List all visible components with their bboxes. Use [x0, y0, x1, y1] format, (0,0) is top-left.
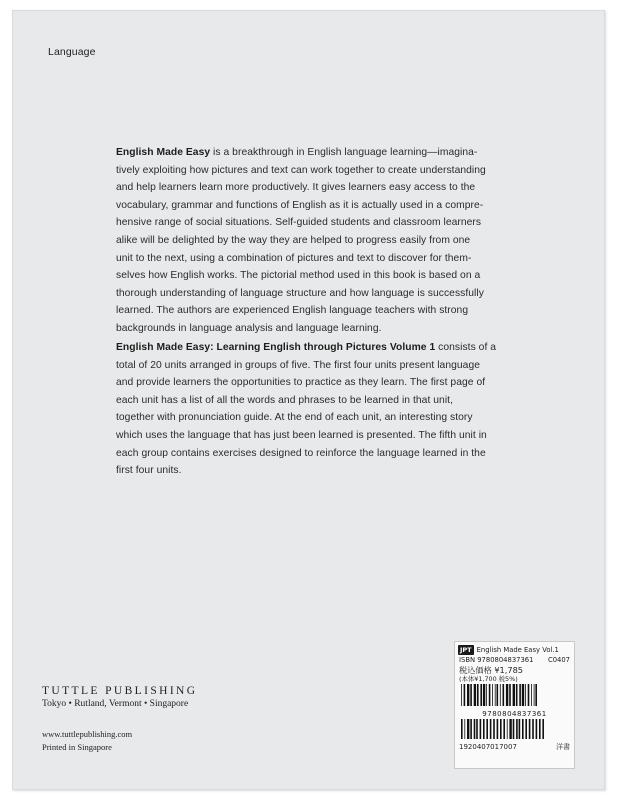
barcode-price-number: 1920407017007 — [459, 743, 517, 751]
paragraph-line: hensive range of social situations. Self-guided students and classroom learners — [116, 217, 482, 229]
barcode-bar — [532, 719, 534, 739]
barcode-bar — [495, 684, 496, 706]
barcode-bar — [535, 684, 537, 706]
barcode-bar — [477, 684, 479, 706]
barcode-bar — [490, 719, 492, 739]
barcode-bar — [480, 684, 482, 706]
barcode-bar — [516, 719, 518, 739]
barcode-bar — [486, 684, 487, 706]
classification-code: C0407 — [547, 656, 570, 664]
barcode-bar — [503, 684, 505, 706]
barcode-bar — [461, 719, 463, 739]
barcode-bar — [539, 719, 541, 739]
sticker-title: English Made Easy Vol.1 — [476, 645, 559, 654]
barcode-bar — [528, 684, 530, 706]
barcode-bar — [483, 684, 485, 706]
paragraph-line: total of 20 units arranged in groups of five. The first four units present language — [116, 359, 480, 371]
paragraph-line: is a breakthrough in English language learning—imagina- — [210, 147, 478, 158]
barcode-isbn-number: 9780804837361 — [482, 710, 547, 718]
paragraph-line: together with pronunciation guide. At the end of each unit, an interesting story — [116, 412, 473, 424]
printed-in: Printed in Singapore — [42, 742, 112, 752]
barcode-bar — [486, 719, 488, 739]
publisher-name: TUTTLE PUBLISHING — [42, 685, 198, 697]
book-title-bold: English Made Easy — [116, 147, 211, 158]
publisher-url: www.tuttlepublishing.com — [42, 729, 133, 739]
barcode-bar — [483, 719, 485, 739]
barcode-bar — [525, 684, 526, 706]
paragraph-line: tively exploiting how pictures and text can work together to create understanding — [116, 164, 486, 176]
publisher-block — [42, 685, 197, 752]
barcode-bar — [467, 719, 469, 739]
barcode-bar — [474, 684, 476, 706]
description-paragraph-2 — [116, 339, 534, 480]
barcode-bar — [470, 684, 472, 706]
paragraph-line: which uses the language that has just been learned is presented. The fifth unit in — [116, 429, 487, 441]
price-text: 税込価格 ¥1,785 — [459, 665, 524, 675]
barcode-sticker — [454, 641, 575, 769]
barcode-bar — [497, 684, 499, 706]
barcode-bar — [476, 719, 478, 739]
barcode-bar — [503, 719, 505, 739]
barcode-bar — [536, 719, 538, 739]
barcode-bar — [509, 719, 511, 739]
barcode-bar — [500, 684, 501, 706]
isbn-text: ISBN 9780804837361 — [459, 656, 534, 664]
barcode-bar — [497, 719, 499, 739]
paragraph-line: each group contains exercises designed to reinforce the language learned in the — [116, 447, 486, 459]
paragraph-line: consists of a — [435, 342, 497, 353]
barcode-bar — [529, 719, 531, 739]
paragraph-line: unit to the next, using a combination of pictures and text to discover for them- — [116, 252, 472, 264]
barcode-bar — [464, 719, 465, 739]
paragraph-line: alike will be delighted by the way they are helped to progress easily from one — [116, 234, 471, 246]
barcode-bar — [534, 684, 535, 706]
description-paragraph-1 — [116, 144, 534, 338]
barcode-bar — [516, 684, 518, 706]
jpt-logo: JPT — [460, 645, 472, 654]
paragraph-line: learned. The authors are experienced English language teachers with strong — [116, 305, 469, 317]
category-label: Language — [48, 46, 96, 58]
barcode-bar — [542, 719, 544, 739]
barcode-bar — [500, 719, 502, 739]
paragraph-line: selves how English works. The pictorial method used in this book is based on a — [116, 270, 481, 282]
price-detail: (本体¥1,700 税5%) — [459, 675, 518, 683]
barcode-bar — [507, 719, 508, 739]
barcode-bar — [489, 684, 491, 706]
barcode-isbn — [459, 684, 570, 706]
volume-title-bold: English Made Easy: Learning English through Pictures Volume 1 — [116, 342, 436, 353]
barcode-bar — [519, 719, 521, 739]
barcode-bar — [522, 684, 524, 706]
barcode-bar — [513, 719, 515, 739]
barcode-price — [459, 719, 570, 739]
barcode-bar — [467, 684, 469, 706]
barcode-bar — [480, 719, 482, 739]
barcode-bar — [470, 719, 472, 739]
paragraph-line: and provide learners the opportunities to practice as they learn. The first page of — [116, 377, 486, 389]
barcode-bar — [506, 684, 508, 706]
paragraph-line: backgrounds in language analysis and language learning. — [116, 322, 382, 334]
paragraph-line: each unit has a list of all the words and phrases to be learned in that unit, — [116, 394, 453, 406]
paragraph-line: first four units. — [116, 465, 182, 477]
paragraph-line: thorough understanding of language structure and how language is successfully — [116, 287, 484, 299]
barcode-bar — [474, 719, 476, 739]
barcode-bar — [492, 684, 493, 706]
barcode-bar — [531, 684, 532, 706]
barcode-bar — [525, 719, 527, 739]
barcode-bar — [513, 684, 515, 706]
barcode-bar — [493, 719, 495, 739]
barcode-bar — [464, 684, 466, 706]
publisher-cities: Tokyo • Rutland, Vermont • Singapore — [42, 699, 189, 709]
barcode-bar — [509, 684, 511, 706]
barcode-bar — [519, 684, 521, 706]
paragraph-line: and help learners learn more productively. It gives learners easy access to the — [116, 182, 476, 194]
foreign-book-label: 洋書 — [556, 743, 570, 751]
barcode-bar — [522, 719, 524, 739]
barcode-bar — [461, 684, 462, 706]
paragraph-line: vocabulary, grammar and functions of English as it is actually used in a compre- — [116, 199, 484, 211]
